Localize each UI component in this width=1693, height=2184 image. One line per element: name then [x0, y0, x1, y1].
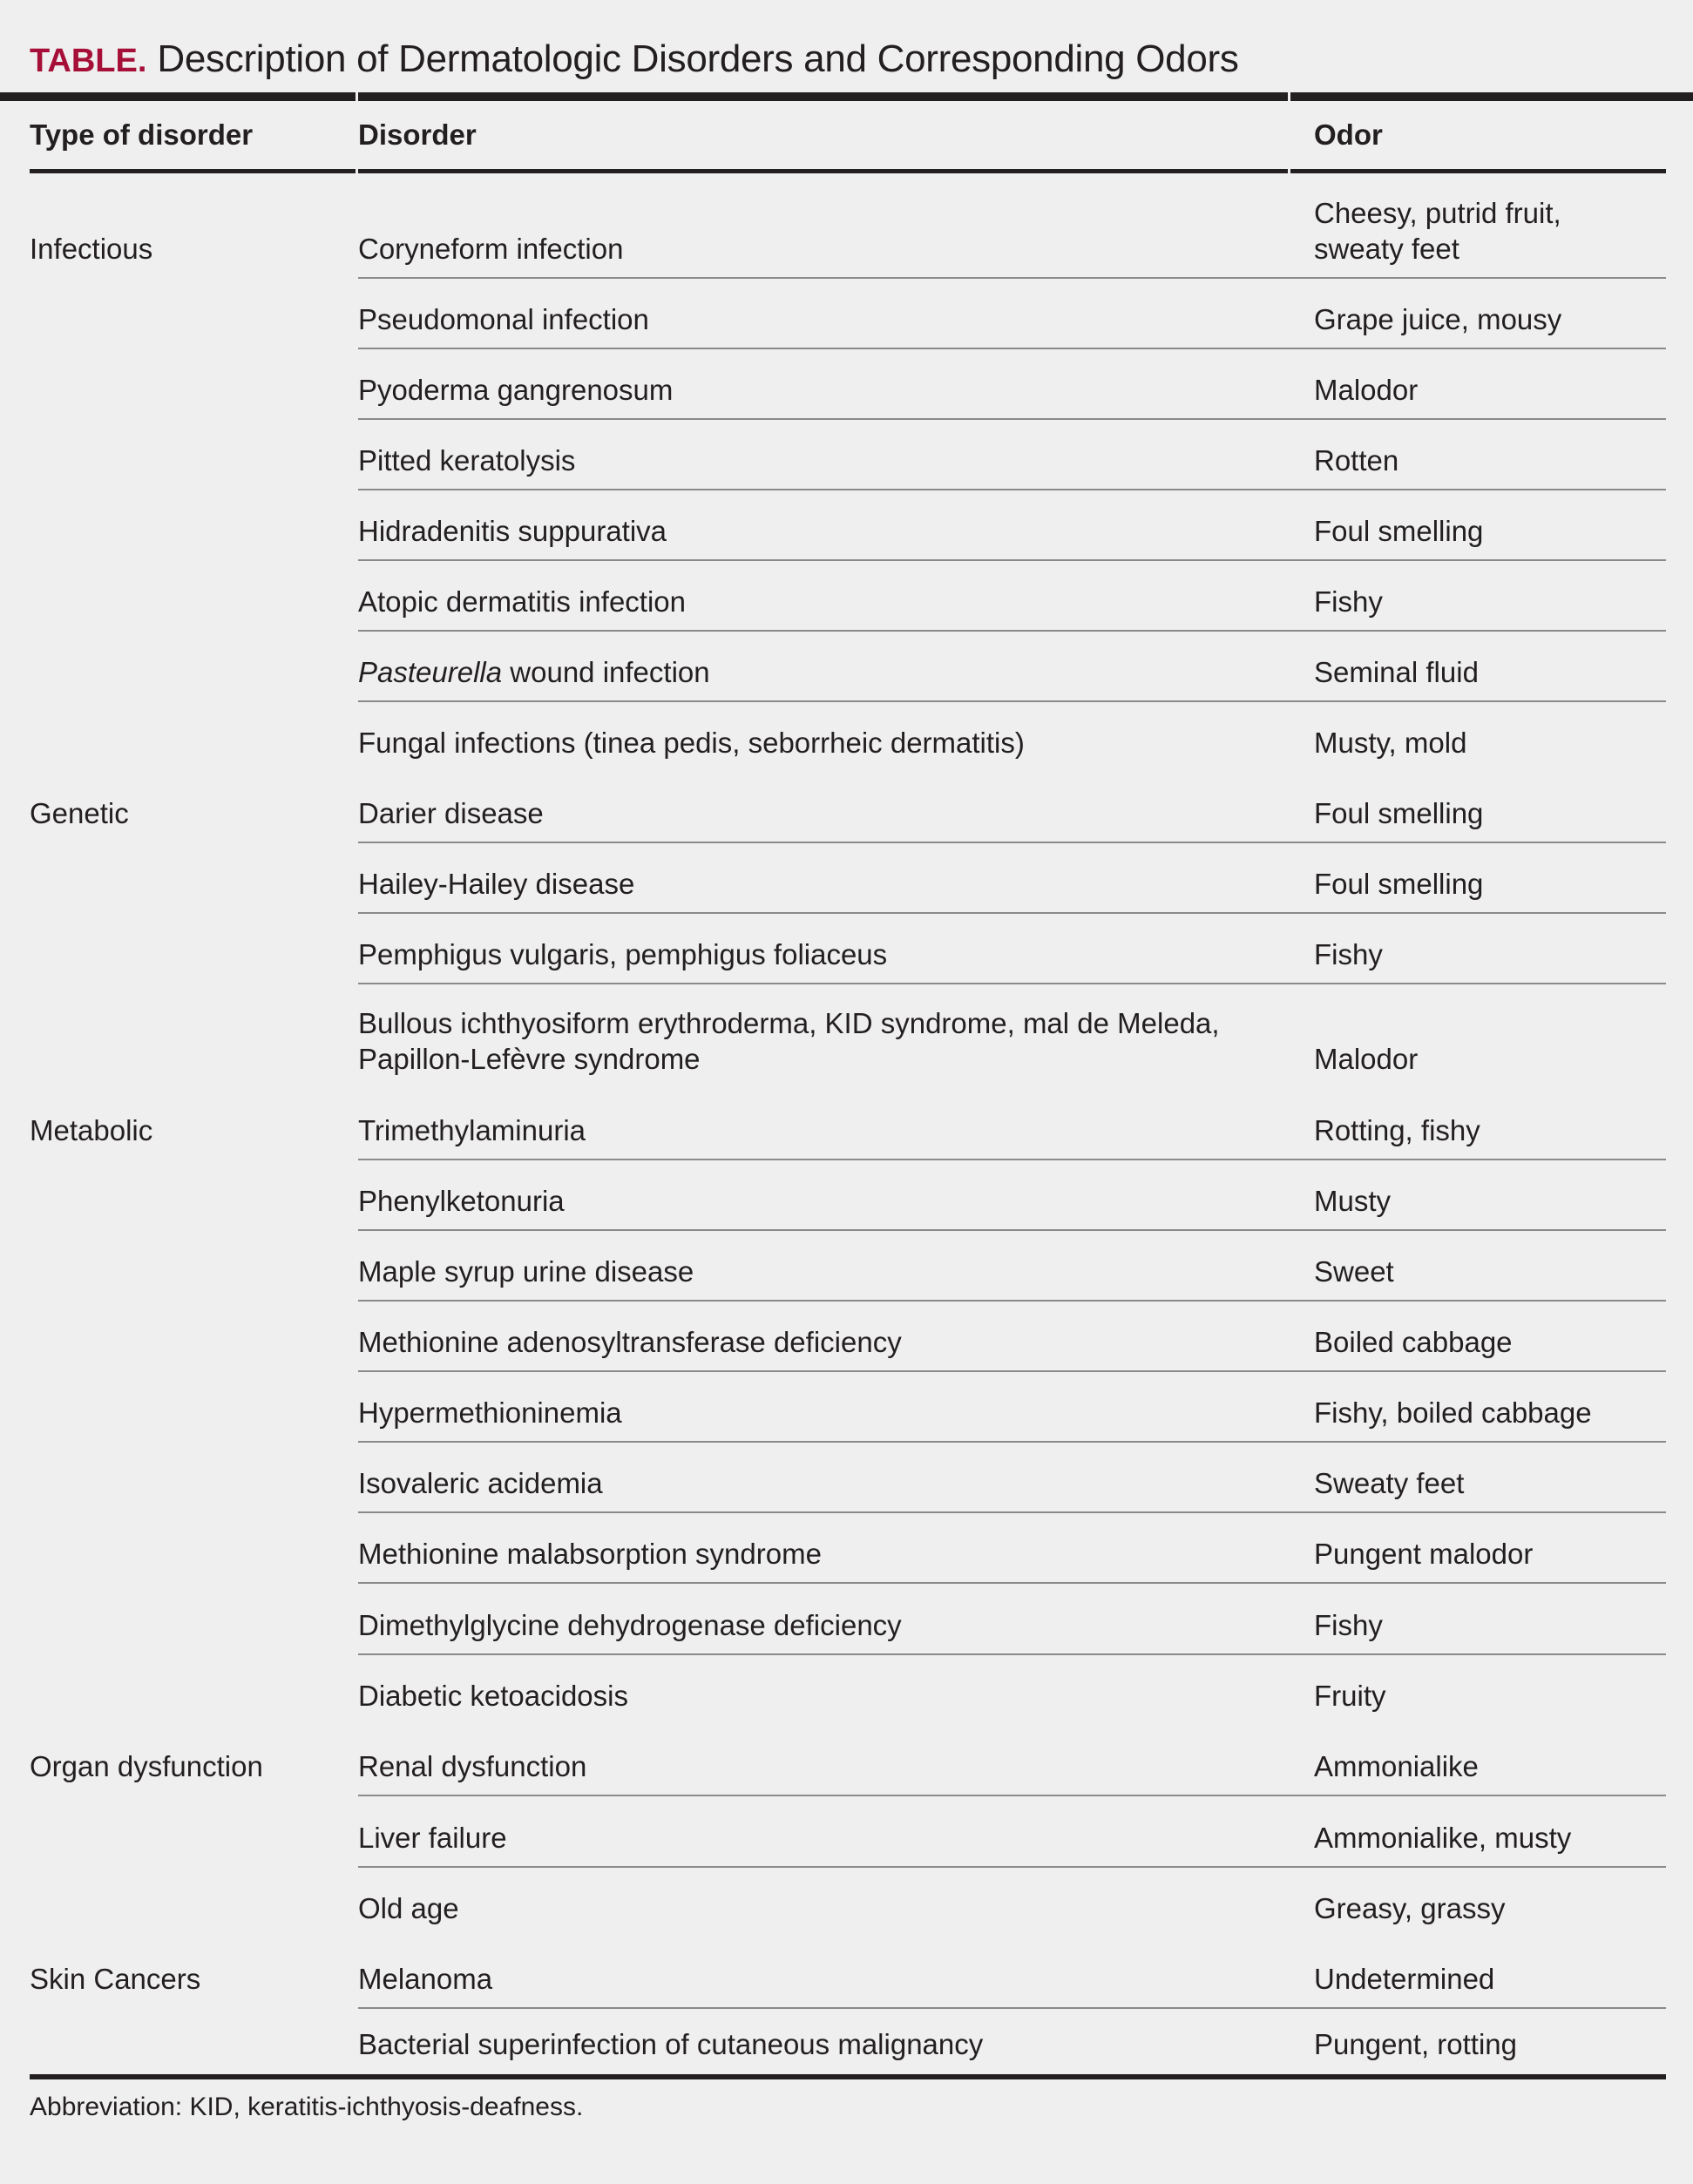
cell-odor: Foul smelling: [1314, 868, 1484, 900]
cell-odor: Fishy: [1314, 1609, 1383, 1641]
cell-type: Genetic: [30, 797, 129, 829]
table-row: [0, 843, 1693, 914]
cell-odor: Fruity: [1314, 1680, 1386, 1712]
cell-disorder: Maple syrup urine disease: [358, 1255, 694, 1288]
table-row: [0, 2009, 1693, 2074]
table-row: [0, 1160, 1693, 1231]
table-title: [30, 33, 1239, 85]
cell-type: Organ dysfunction: [30, 1750, 263, 1782]
cell-disorder: Melanoma: [358, 1963, 493, 1995]
cell-disorder: Diabetic ketoacidosis: [358, 1680, 628, 1712]
cell-type: Infectious: [30, 233, 153, 265]
table-row: [0, 1584, 1693, 1655]
cell-odor: Fishy: [1314, 585, 1383, 618]
cell-odor: Boiled cabbage: [1314, 1326, 1513, 1358]
cell-odor: Sweet: [1314, 1255, 1394, 1288]
cell-odor: Musty, mold: [1314, 727, 1467, 759]
cell-odor: Pungent, rotting: [1314, 2028, 1517, 2060]
cell-disorder: Renal dysfunction: [358, 1750, 587, 1782]
cell-disorder: Methionine malabsorption syndrome: [358, 1538, 822, 1570]
cell-disorder: Bullous ichthyosiform erythroderma, KID syndrome, mal de Meleda, Papillon-Lefèvre syndrome: [358, 1007, 1220, 1075]
cell-odor: Grape juice, mousy: [1314, 303, 1562, 335]
cell-odor: Fishy: [1314, 938, 1383, 970]
cell-disorder-text: wound infection: [502, 656, 710, 688]
table-row: [0, 420, 1693, 490]
cell-disorder: Dimethylglycine dehydrogenase deficiency: [358, 1609, 902, 1641]
cell-odor: Fishy, boiled cabbage: [1314, 1396, 1592, 1429]
cell-disorder-italic: Pasteurella: [358, 656, 503, 688]
cell-disorder: Pemphigus vulgaris, pemphigus foliaceus: [358, 938, 888, 970]
cell-odor: Seminal fluid: [1314, 656, 1479, 688]
cell-odor: Malodor: [1314, 1043, 1419, 1075]
table-row: [0, 1372, 1693, 1443]
cell-disorder: [358, 654, 710, 690]
cell-disorder: Hailey-Hailey disease: [358, 868, 635, 900]
table-row: [0, 279, 1693, 349]
header-odor: Odor: [1314, 118, 1383, 151]
cell-disorder: Pyoderma gangrenosum: [358, 374, 674, 406]
cell-type: Skin Cancers: [30, 1963, 201, 1995]
table-row: [0, 773, 1693, 843]
table-row: [0, 984, 1693, 1089]
cell-odor: Foul smelling: [1314, 515, 1484, 547]
top-rule-gap: [1288, 92, 1290, 101]
cell-type: Metabolic: [30, 1114, 153, 1146]
cell-odor: Musty: [1314, 1185, 1392, 1217]
cell-disorder: Bacterial superinfection of cutaneous malignancy: [358, 2028, 984, 2060]
cell-disorder: Hidradenitis suppurativa: [358, 515, 667, 547]
cell-odor: Greasy, grassy: [1314, 1892, 1506, 1924]
cell-disorder: Pitted keratolysis: [358, 444, 576, 477]
table-title-text: Description of Dermatologic Disorders and Corresponding Odors: [157, 37, 1239, 80]
table-row: [0, 1868, 1693, 1938]
table-row: [0, 632, 1693, 702]
cell-disorder: Phenylketonuria: [358, 1185, 565, 1217]
table-row: [0, 1796, 1693, 1868]
table-row: [0, 1726, 1693, 1796]
cell-disorder: Coryneform infection: [358, 233, 624, 265]
header-type: Type of disorder: [30, 118, 254, 151]
cell-odor: Ammonialike, musty: [1314, 1822, 1572, 1854]
top-rule: [0, 92, 1693, 101]
cell-odor: Rotten: [1314, 444, 1399, 477]
table-row: [0, 349, 1693, 420]
cell-disorder: Hypermethioninemia: [358, 1396, 622, 1429]
cell-odor: Ammonialike: [1314, 1750, 1479, 1782]
table-row: [0, 702, 1693, 773]
cell-disorder: Old age: [358, 1892, 459, 1924]
cell-odor: Malodor: [1314, 374, 1419, 406]
table-row: [0, 561, 1693, 632]
footnote: Abbreviation: KID, keratitis-ichthyosis-deafness.: [30, 2093, 584, 2121]
table-row: [0, 914, 1693, 984]
cell-disorder: Trimethylaminuria: [358, 1114, 586, 1146]
cell-disorder: Fungal infections (tinea pedis, seborrheic dermatitis): [358, 727, 1025, 759]
cell-odor: Undetermined: [1314, 1963, 1495, 1995]
cell-disorder: Darier disease: [358, 797, 544, 829]
cell-disorder: Pseudomonal infection: [358, 303, 649, 335]
table-row: [0, 1443, 1693, 1513]
table-row: [0, 1089, 1693, 1160]
bottom-rule: [30, 2074, 1666, 2079]
table-row: [0, 1302, 1693, 1372]
table-row: [0, 490, 1693, 561]
table-row: [0, 1938, 1693, 2009]
cell-odor: Foul smelling: [1314, 797, 1484, 829]
header-disorder: Disorder: [358, 118, 477, 151]
cell-disorder: Atopic dermatitis infection: [358, 585, 687, 618]
cell-odor: Cheesy, putrid fruit, sweaty feet: [1314, 197, 1561, 265]
table-row: [0, 173, 1693, 279]
table-row: [0, 1655, 1693, 1726]
table-row: [0, 1513, 1693, 1584]
cell-disorder: Isovaleric acidemia: [358, 1467, 603, 1499]
cell-disorder: Methionine adenosyltransferase deficiency: [358, 1326, 902, 1358]
cell-odor: Sweaty feet: [1314, 1467, 1465, 1499]
cell-disorder: Liver failure: [358, 1822, 507, 1854]
cell-odor: Rotting, fishy: [1314, 1114, 1480, 1146]
table-label: TABLE.: [30, 43, 147, 79]
cell-odor: Pungent malodor: [1314, 1538, 1534, 1570]
top-rule-gap: [356, 92, 358, 101]
table-row: [0, 1231, 1693, 1302]
